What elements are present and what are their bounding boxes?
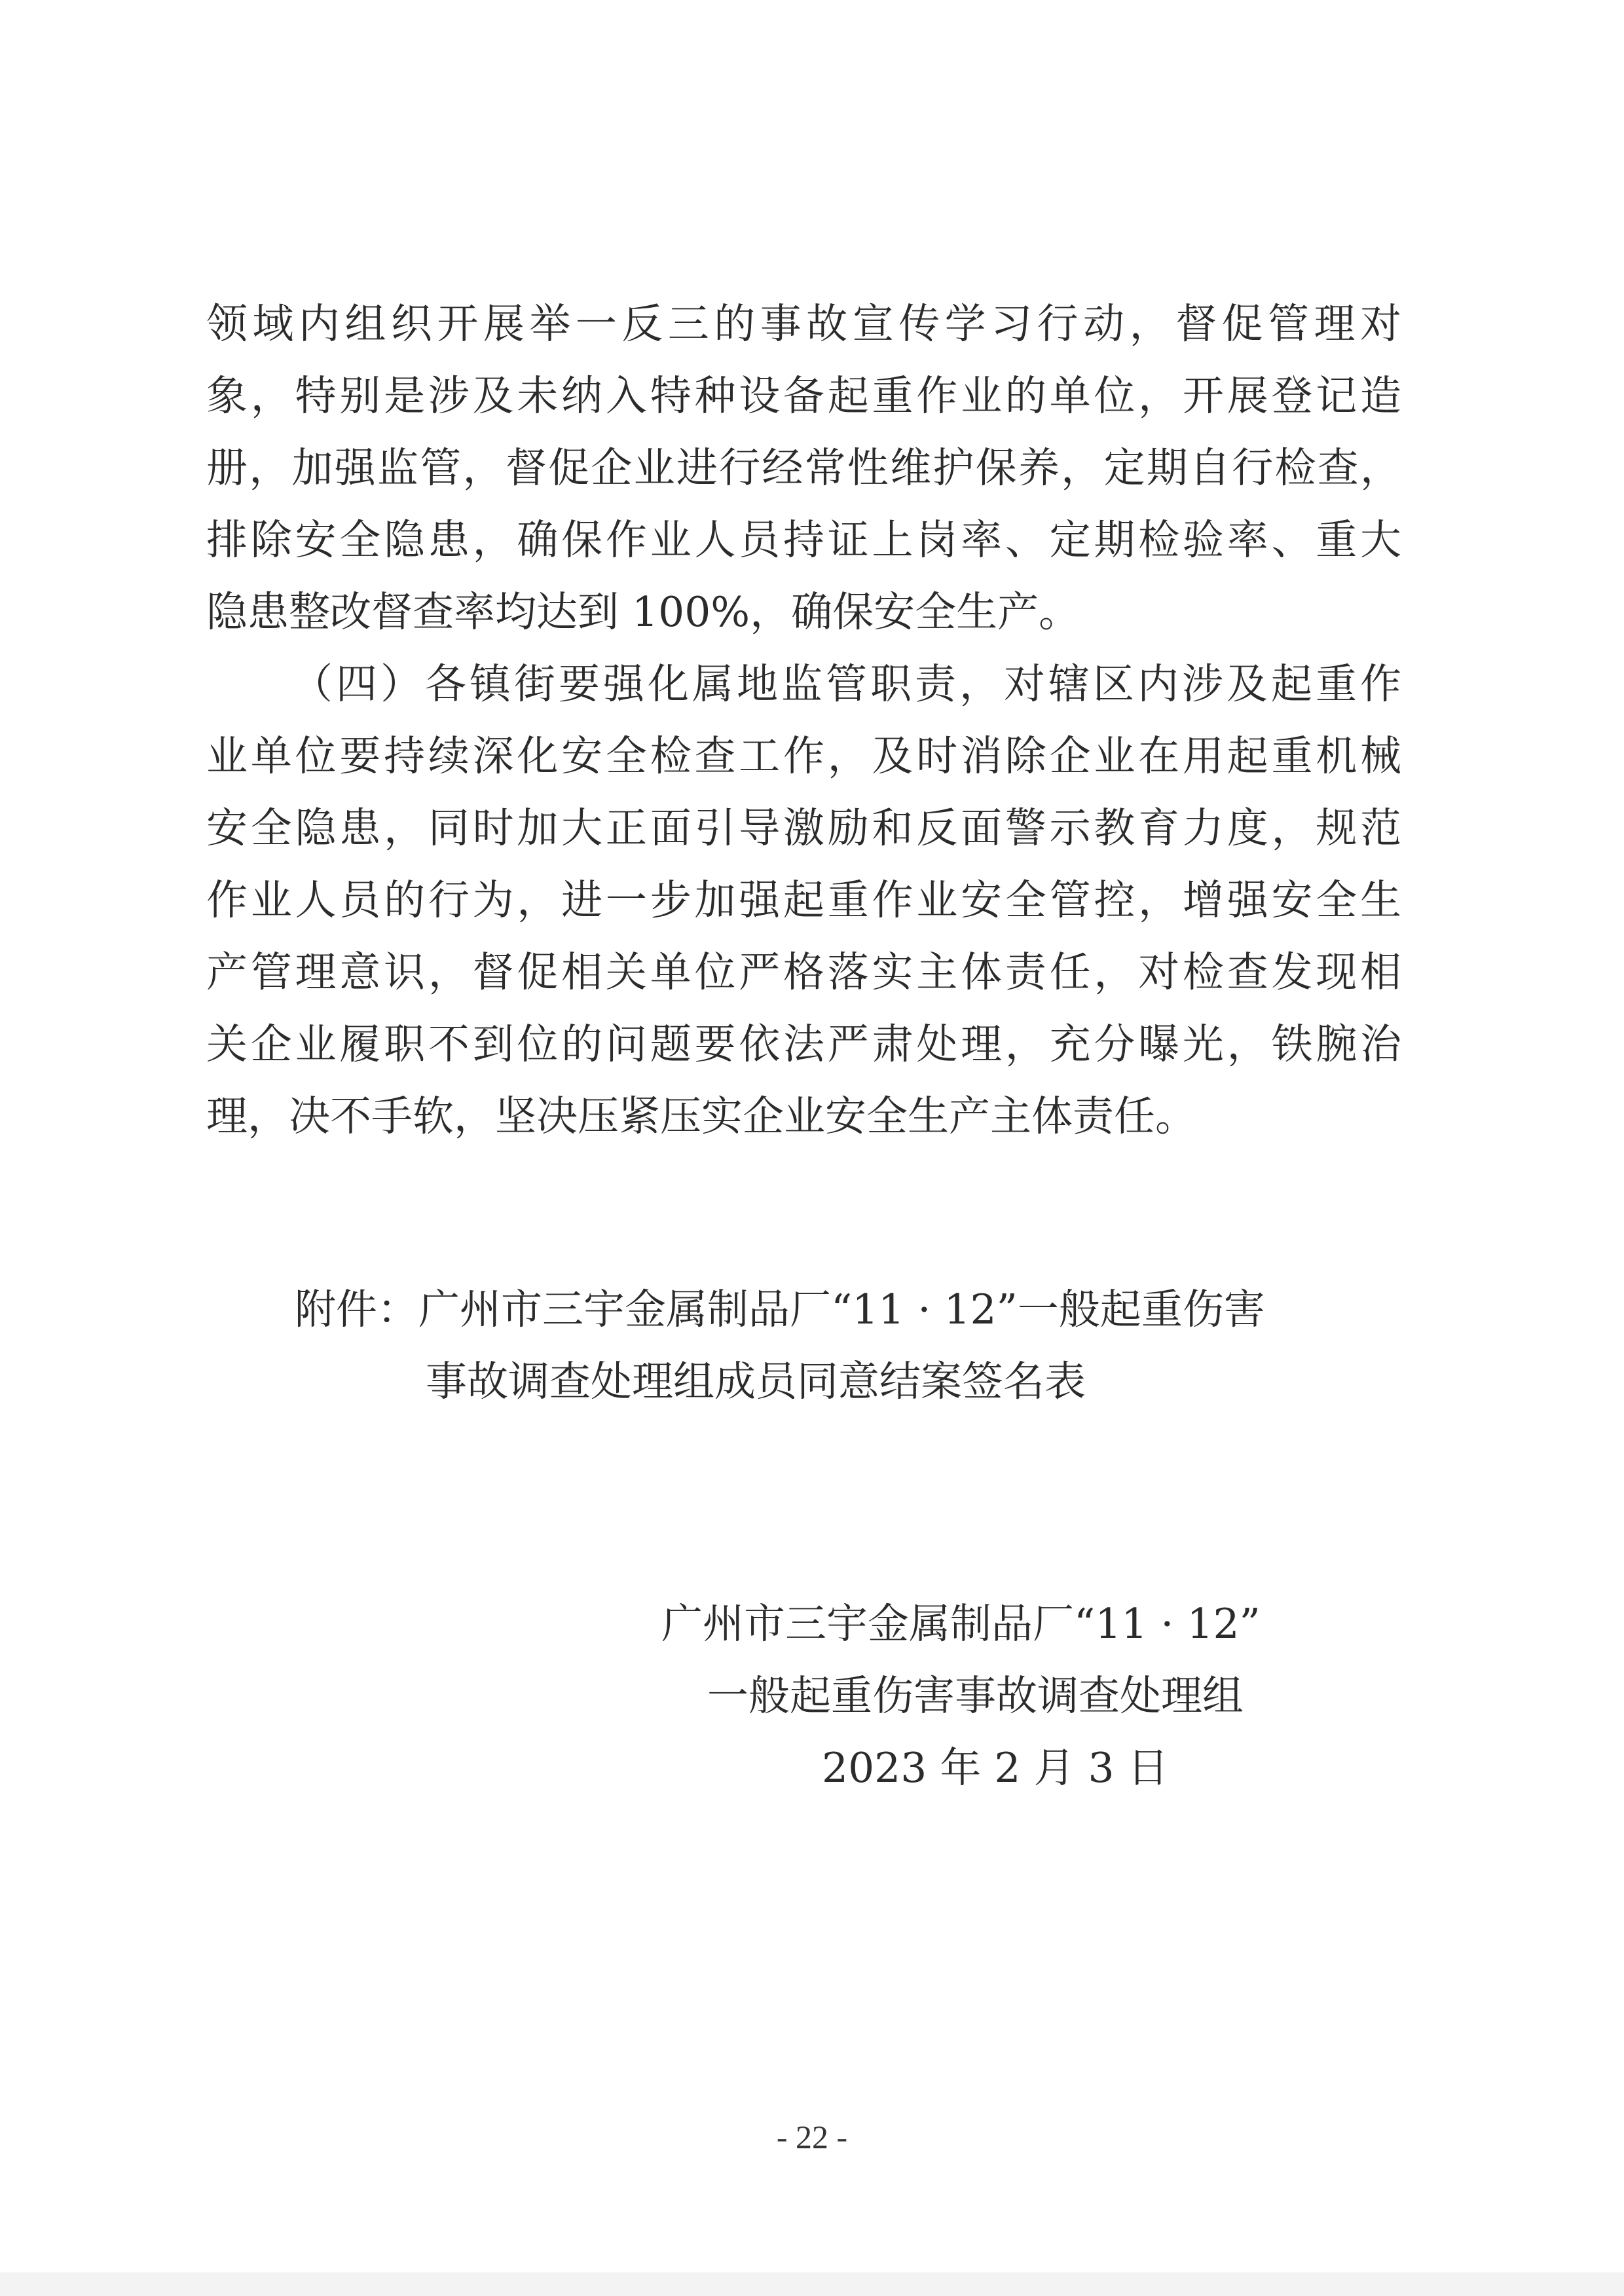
body-line-3: 册，加强监管，督促企业进行经常性维护保养，定期自行检查， — [206, 444, 1401, 492]
signature-org-line-1: 广州市三宇金属制品厂“11 · 12” — [661, 1600, 1261, 1648]
body-line-2: 象，特别是涉及未纳入特种设备起重作业的单位，开展登记造 — [206, 372, 1401, 420]
body-line-6: （四）各镇街要强化属地监管职责，对辖区内涉及起重作 — [291, 660, 1401, 708]
body-line-5: 隐患整改督查率均达到 100%，确保安全生产。 — [206, 588, 1080, 636]
attachment-line-1: 附件：广州市三宇金属制品厂“11 · 12”一般起重伤害 — [295, 1286, 1265, 1333]
signature-date: 2023 年 2 月 3 日 — [822, 1744, 1169, 1792]
body-line-9: 作业人员的行为，进一步加强起重作业安全管控，增强安全生 — [206, 876, 1401, 924]
scan-bottom-edge — [0, 2272, 1624, 2296]
body-line-12: 理，决不手软，坚决压紧压实企业安全生产主体责任。 — [206, 1092, 1196, 1140]
attachment-line-2: 事故调查处理组成员同意结案签名表 — [426, 1358, 1086, 1405]
body-line-1: 领域内组织开展举一反三的事故宣传学习行动，督促管理对 — [206, 300, 1401, 348]
body-line-7: 业单位要持续深化安全检查工作，及时消除企业在用起重机械 — [206, 732, 1401, 780]
page-number: - 22 - — [776, 2119, 848, 2155]
signature-org-line-2: 一般起重伤害事故调查处理组 — [707, 1672, 1244, 1720]
body-line-8: 安全隐患，同时加大正面引导激励和反面警示教育力度，规范 — [206, 804, 1401, 852]
body-line-10: 产管理意识，督促相关单位严格落实主体责任，对检查发现相 — [206, 948, 1401, 996]
body-line-4: 排除安全隐患，确保作业人员持证上岗率、定期检验率、重大 — [206, 516, 1401, 564]
body-line-11: 关企业履职不到位的问题要依法严肃处理，充分曝光，铁腕治 — [206, 1020, 1401, 1068]
